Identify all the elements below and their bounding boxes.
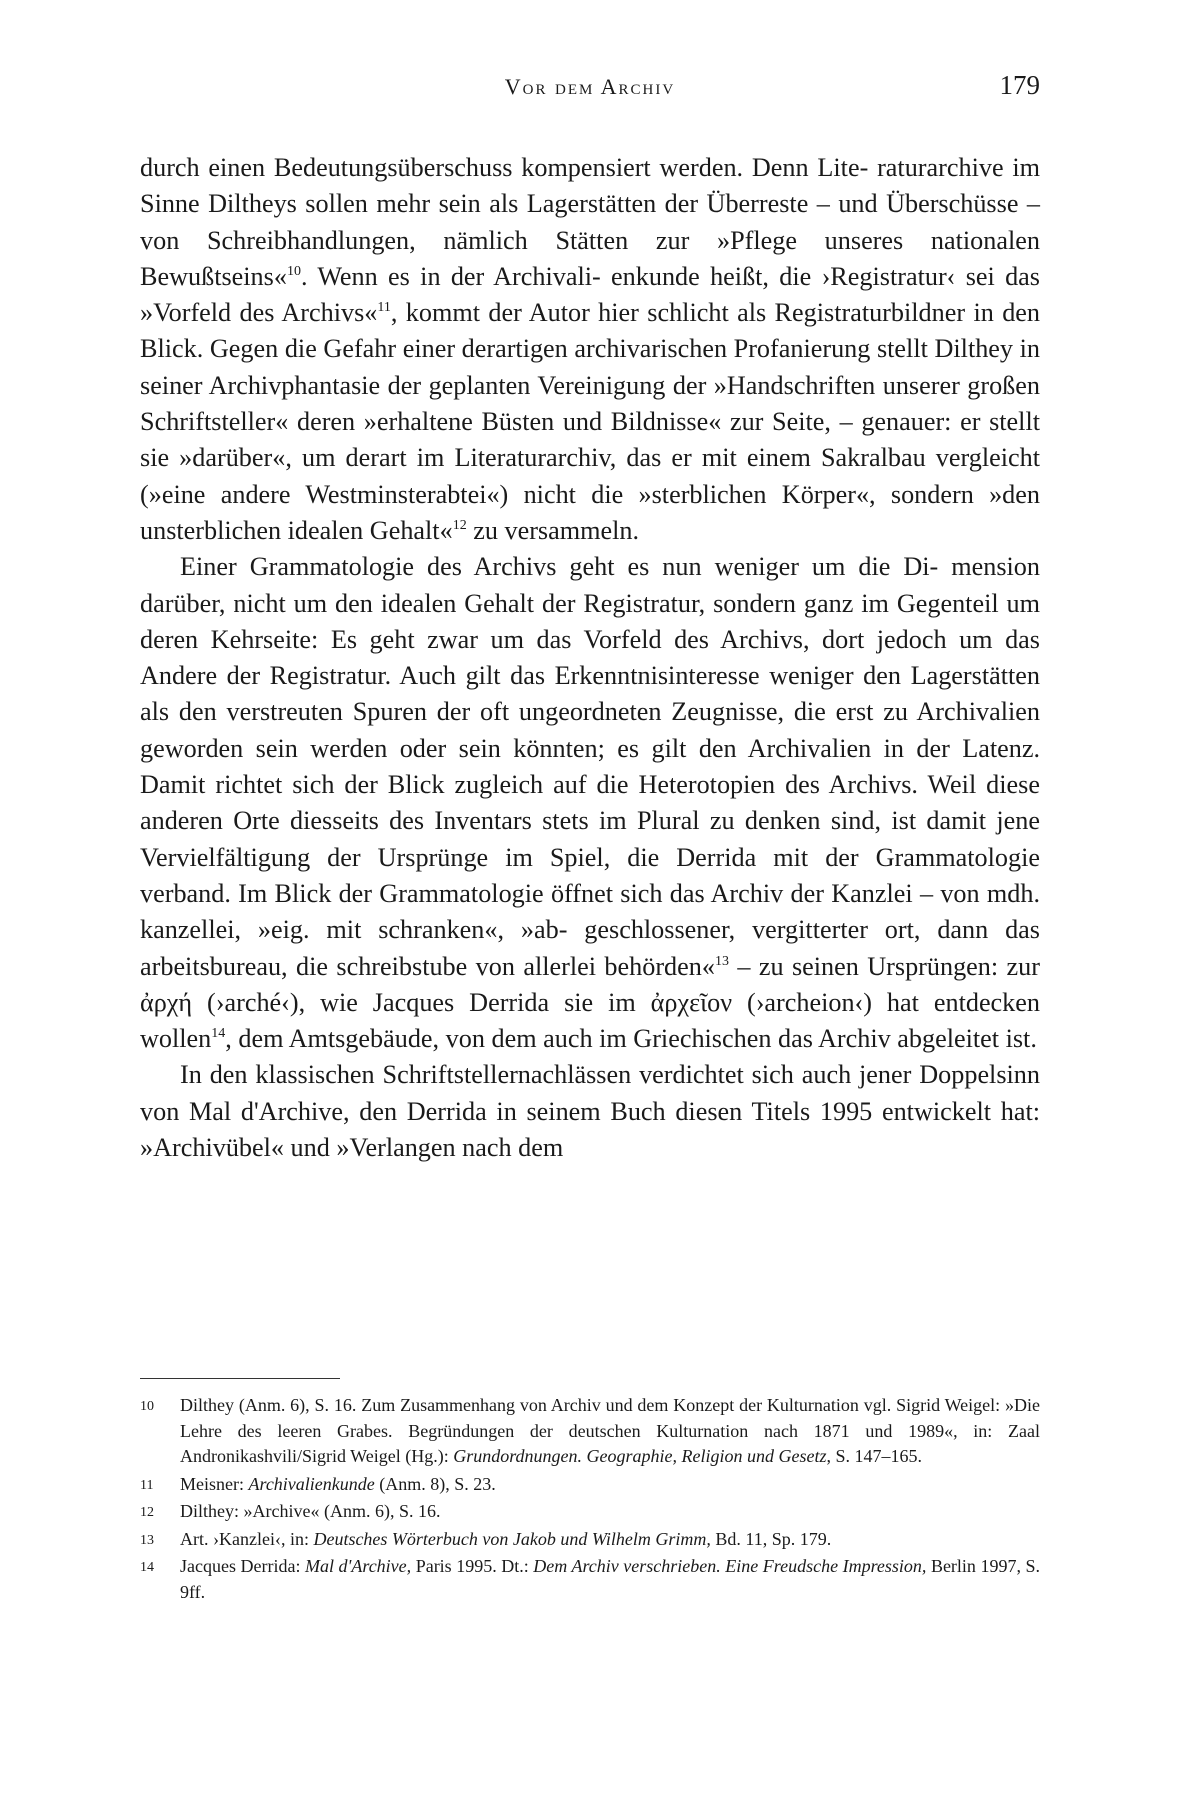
- footnote-number: 11: [140, 1477, 154, 1493]
- book-title: Deutsches Wörterbuch von Jakob und Wilhelm Grimm,: [313, 1528, 711, 1549]
- text-run: Berlin 1997, S. 9ff.: [180, 1556, 1040, 1602]
- text-run: – zu seinen Ursprüngen: zur ἀρχή (›arché‹), wie Jacques Derrida sie im ἀρχεῖον (›archeion‹) hat entdecken wollen: [140, 951, 1040, 1054]
- paragraph-1: [140, 150, 1040, 549]
- footnote-12: [140, 1499, 1040, 1525]
- footnote-text: [180, 1501, 440, 1521]
- body-text: [140, 150, 1040, 1166]
- text-run: , kommt der Autor hier schlicht als Registraturbildner in den Blick. Gegen die Gefahr einer derartigen archivarischen Profanierung stellt Dilthey in seiner Archivphantasie der geplanten Vereinigung der »Handschriften unserer großen Schriftsteller« deren »erhaltene Büsten und Bildnisse« zur Seite, – genauer: er stellt sie »darüber«, um derart im Literaturarchiv, das er mit einem Sakralbau vergleicht (»eine andere Westminsterabtei«) nicht die »sterblichen Körper«, sondern »den unsterblichen idealen Gehalt«: [140, 298, 1041, 545]
- text-run: Jacques Derrida:: [180, 1556, 305, 1576]
- footnotes: [140, 1393, 1040, 1607]
- footnote-text: [180, 1474, 496, 1494]
- footnote-text: [180, 1395, 1040, 1466]
- book-title: Grundordnungen. Geographie, Religion und Gesetz: [453, 1446, 827, 1466]
- footnote-ref-12[interactable]: 12: [452, 517, 467, 533]
- text-run: Art. ›Kanzlei‹, in:: [180, 1528, 314, 1549]
- book-title: Dem Archiv verschrieben. Eine Freudsche Impression,: [533, 1556, 927, 1576]
- footnote-ref-10[interactable]: 10: [286, 263, 301, 279]
- footnote-14: [140, 1554, 1040, 1605]
- footnote-13: [140, 1527, 1040, 1553]
- footnote-number: 12: [140, 1505, 154, 1520]
- footnote-number: 13: [140, 1532, 154, 1548]
- text-run: Dilthey (Anm. 6), S. 16. Zum Zusammenhang von Archiv und dem Konzept der Kulturnation vgl. Sigrid Weigel: »Die Lehre des leeren Grabes. Begründungen der deutschen Kulturnation nach 1871 und 1989«, in: Zaal Andronikashvili/Sigrid Weigel (Hg.):: [180, 1395, 1040, 1466]
- footnote-number: 14: [140, 1560, 154, 1575]
- footnote-text: [180, 1556, 1040, 1602]
- text-run: (Anm. 8), S. 23.: [374, 1473, 496, 1494]
- footnote-11: [140, 1472, 1040, 1498]
- text-run: , S. 147–165.: [826, 1446, 923, 1466]
- footnote-divider: [140, 1378, 340, 1379]
- footnote-text: [180, 1529, 831, 1549]
- text-run: durch einen Bedeutungsüberschuss kompensiert werden. Denn Lite- raturarchive im Sinne Diltheys sollen mehr sein als Lagerstätten der Überreste – und Überschüsse – von Schreibhandlungen, nämlich Stätten zur »Pflege unseres nationalen Bewußtseins«: [140, 153, 1040, 291]
- running-head: [140, 70, 1040, 114]
- text-run: Paris 1995. Dt.:: [411, 1556, 534, 1576]
- footnote-ref-11[interactable]: 11: [377, 300, 391, 316]
- book-title: Mal d'Archive,: [305, 1556, 412, 1576]
- text-run: Meisner:: [180, 1473, 249, 1494]
- text-run: zu versammeln.: [466, 515, 640, 545]
- text-run: Bd. 11, Sp. 179.: [710, 1528, 832, 1549]
- paragraph-2: [140, 549, 1040, 1057]
- footnote-10: [140, 1393, 1040, 1470]
- text-run: Dilthey: »Archive« (Anm. 6), S. 16.: [180, 1501, 441, 1521]
- text-run: In den klassischen Schriftstellernachlässen verdichtet sich auch jener Doppelsinn von Mal d'Archive, den Derrida in seinem Buch diesen Titels 1995 entwickelt hat: »Archivübel« und »Verlangen nach dem: [140, 1060, 1040, 1163]
- text-run: . Wenn es in der Archivali- enkunde heißt, die ›Registratur‹ sei das »Vorfeld des Archivs«: [140, 261, 1040, 328]
- footnote-ref-13[interactable]: 13: [714, 953, 729, 969]
- text-run: Einer Grammatologie des Archivs geht es nun weniger um die Di- mension darüber, nicht um den idealen Gehalt der Registratur, sondern ganz im Gegenteil um deren Kehrseite: Es geht zwar um das Vorfeld des Archivs, dort jedoch um das Andere der Registratur. Auch gilt das Erkenntnisinteresse weniger den Lagerstätten als den verstreuten Spuren der oft ungeordneten Zeugnisse, die erst zu Archivalien geworden sein werden oder sein könnten; es gilt den Archivalien in der Latenz. Damit richtet sich der Blick zugleich auf die Heterotopien des Archivs. Weil diese anderen Orte diesseits des Inventars stets im Plural zu denken sind, ist damit jene Vervielfältigung der Ursprünge im Spiel, die Derrida mit der Grammatologie verband. Im Blick der Grammatologie öffnet sich das Archiv der Kanzlei – von mdh. kanzellei, »eig. mit schranken«, »ab- geschlossener, vergitterter ort, dann das arbeitsbureau, die schreibstube von allerlei behörden«: [140, 552, 1040, 981]
- footnote-number: 10: [140, 1399, 154, 1414]
- running-title: Vor dem Archiv: [504, 74, 676, 99]
- footnote-ref-14[interactable]: 14: [211, 1026, 226, 1042]
- text-run: , dem Amtsgebäude, von dem auch im Griechischen das Archiv abgeleitet ist.: [225, 1024, 1037, 1054]
- paragraph-3: [140, 1057, 1040, 1166]
- book-title: Archivalienkunde: [248, 1473, 375, 1494]
- page-number: 179: [999, 70, 1040, 100]
